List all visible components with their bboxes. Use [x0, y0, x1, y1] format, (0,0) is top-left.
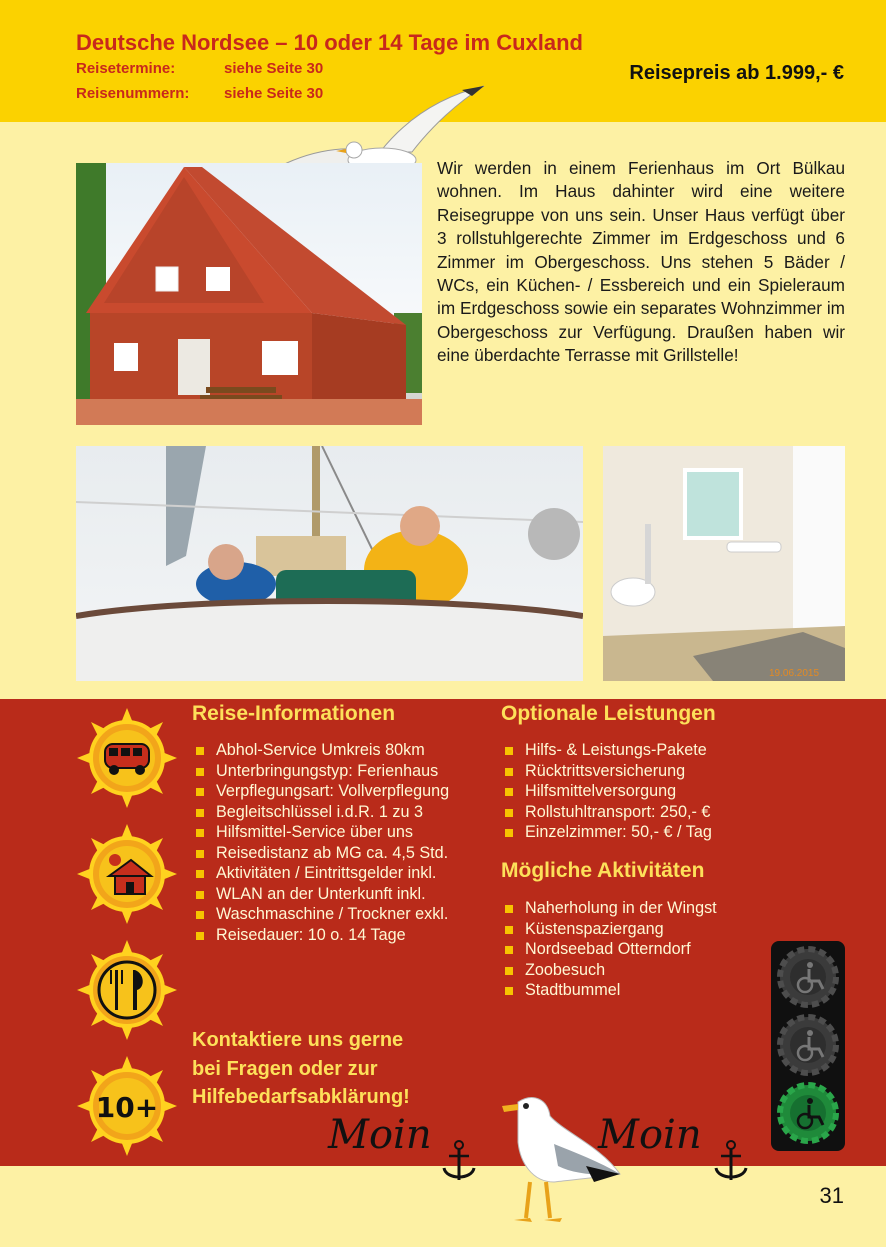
reise-info-heading: Reise-Informationen	[192, 702, 396, 725]
list-item: Zoobesuch	[503, 960, 717, 981]
list-item: Hilfsmittelversorgung	[503, 781, 712, 802]
optionale-list	[503, 740, 712, 843]
anchor-icon	[440, 1140, 478, 1184]
list-item: Verpflegungsart: Vollverpflegung	[194, 781, 449, 802]
anchor-icon	[712, 1140, 750, 1184]
list-item: Naherholung in der Wingst	[503, 898, 717, 919]
list-item: Reisedauer: 10 o. 14 Tage	[194, 925, 449, 946]
wheelchair-icon	[780, 1017, 836, 1073]
accessibility-signal	[771, 941, 845, 1151]
reisetermine-label: Reisetermine:	[76, 60, 176, 77]
page-title: Deutsche Nordsee – 10 oder 14 Tage im Cuxland	[76, 30, 583, 55]
aktivitaeten-heading: Mögliche Aktivitäten	[501, 859, 705, 882]
list-item: Einzelzimmer: 50,- € / Tag	[503, 822, 712, 843]
holiday-house-photo	[76, 163, 422, 425]
standing-seagull-icon	[474, 1082, 624, 1224]
contact-line-1: Kontaktiere uns gerne	[192, 1029, 404, 1051]
age-badge-icon	[75, 1054, 179, 1158]
list-item: Hilfs- & Leistungs-Pakete	[503, 740, 712, 761]
list-item: WLAN an der Unterkunft inkl.	[194, 884, 449, 905]
list-item: Hilfsmittel-Service über uns	[194, 822, 449, 843]
list-item: Rücktrittsversicherung	[503, 761, 712, 782]
list-item: Abhol-Service Umkreis 80km	[194, 740, 449, 761]
photo-date: 19.06.2015	[769, 668, 820, 679]
moin-left: Moin	[328, 1112, 432, 1158]
optionale-heading: Optionale Leistungen	[501, 702, 716, 725]
reisetermine-row	[76, 60, 323, 77]
bus-icon	[75, 706, 179, 810]
list-item: Begleitschlüssel i.d.R. 1 zu 3	[194, 802, 449, 823]
reise-info-list	[194, 740, 449, 945]
list-item: Reisedistanz ab MG ca. 4,5 Std.	[194, 843, 449, 864]
cutlery-icon	[75, 938, 179, 1042]
list-item: Stadtbummel	[503, 980, 717, 1001]
reisenummern-value: siehe Seite 30	[224, 85, 324, 102]
wheelchair-icon	[780, 1085, 836, 1141]
list-item: Aktivitäten / Eintrittsgelder inkl.	[194, 863, 449, 884]
reisenummern-label: Reisenummern:	[76, 85, 190, 102]
reisetermine-value: siehe Seite 30	[224, 60, 324, 77]
list-item: Unterbringungstyp: Ferienhaus	[194, 761, 449, 782]
price: Reisepreis ab 1.999,- €	[629, 62, 844, 84]
contact-line-2: bei Fragen oder zur	[192, 1057, 378, 1080]
list-item: Waschmaschine / Trockner exkl.	[194, 904, 449, 925]
list-item: Küstenspaziergang	[503, 919, 717, 940]
list-item: Nordseebad Otterndorf	[503, 939, 717, 960]
age-badge-text: 10+	[95, 1091, 159, 1124]
boat-photo	[76, 446, 583, 681]
page-number: 31	[819, 1183, 844, 1208]
contact-line-3: Hilfebedarfsabklärung!	[192, 1086, 410, 1108]
wheelchair-icon	[780, 949, 836, 1005]
intro-text: Wir werden in einem Ferienhaus im Ort Bülkau wohnen. Im Haus dahinter wird eine weitere Reisegruppe von uns sein. Unser Haus verfügt über 3 rollstuhlgerechte Zimmer im Erdgeschoss und 6 Zimmer im Obergeschoss. Uns stehen 5 Bäder / WCs, ein Küchen- / Essbereich und ein Spieleraum im Erdgeschoss sowie ein separates Wohnzimmer im Obergeschoss zur Verfügung. Draußen haben wir eine überdachte Terrasse mit Grillstelle!	[437, 158, 845, 366]
bathroom-photo	[603, 446, 845, 681]
aktivitaeten-list	[503, 898, 717, 1001]
list-item: Rollstuhltransport: 250,- €	[503, 802, 712, 823]
holiday-house-icon	[75, 822, 179, 926]
moin-right: Moin	[598, 1112, 702, 1158]
contact-text	[192, 1026, 410, 1112]
